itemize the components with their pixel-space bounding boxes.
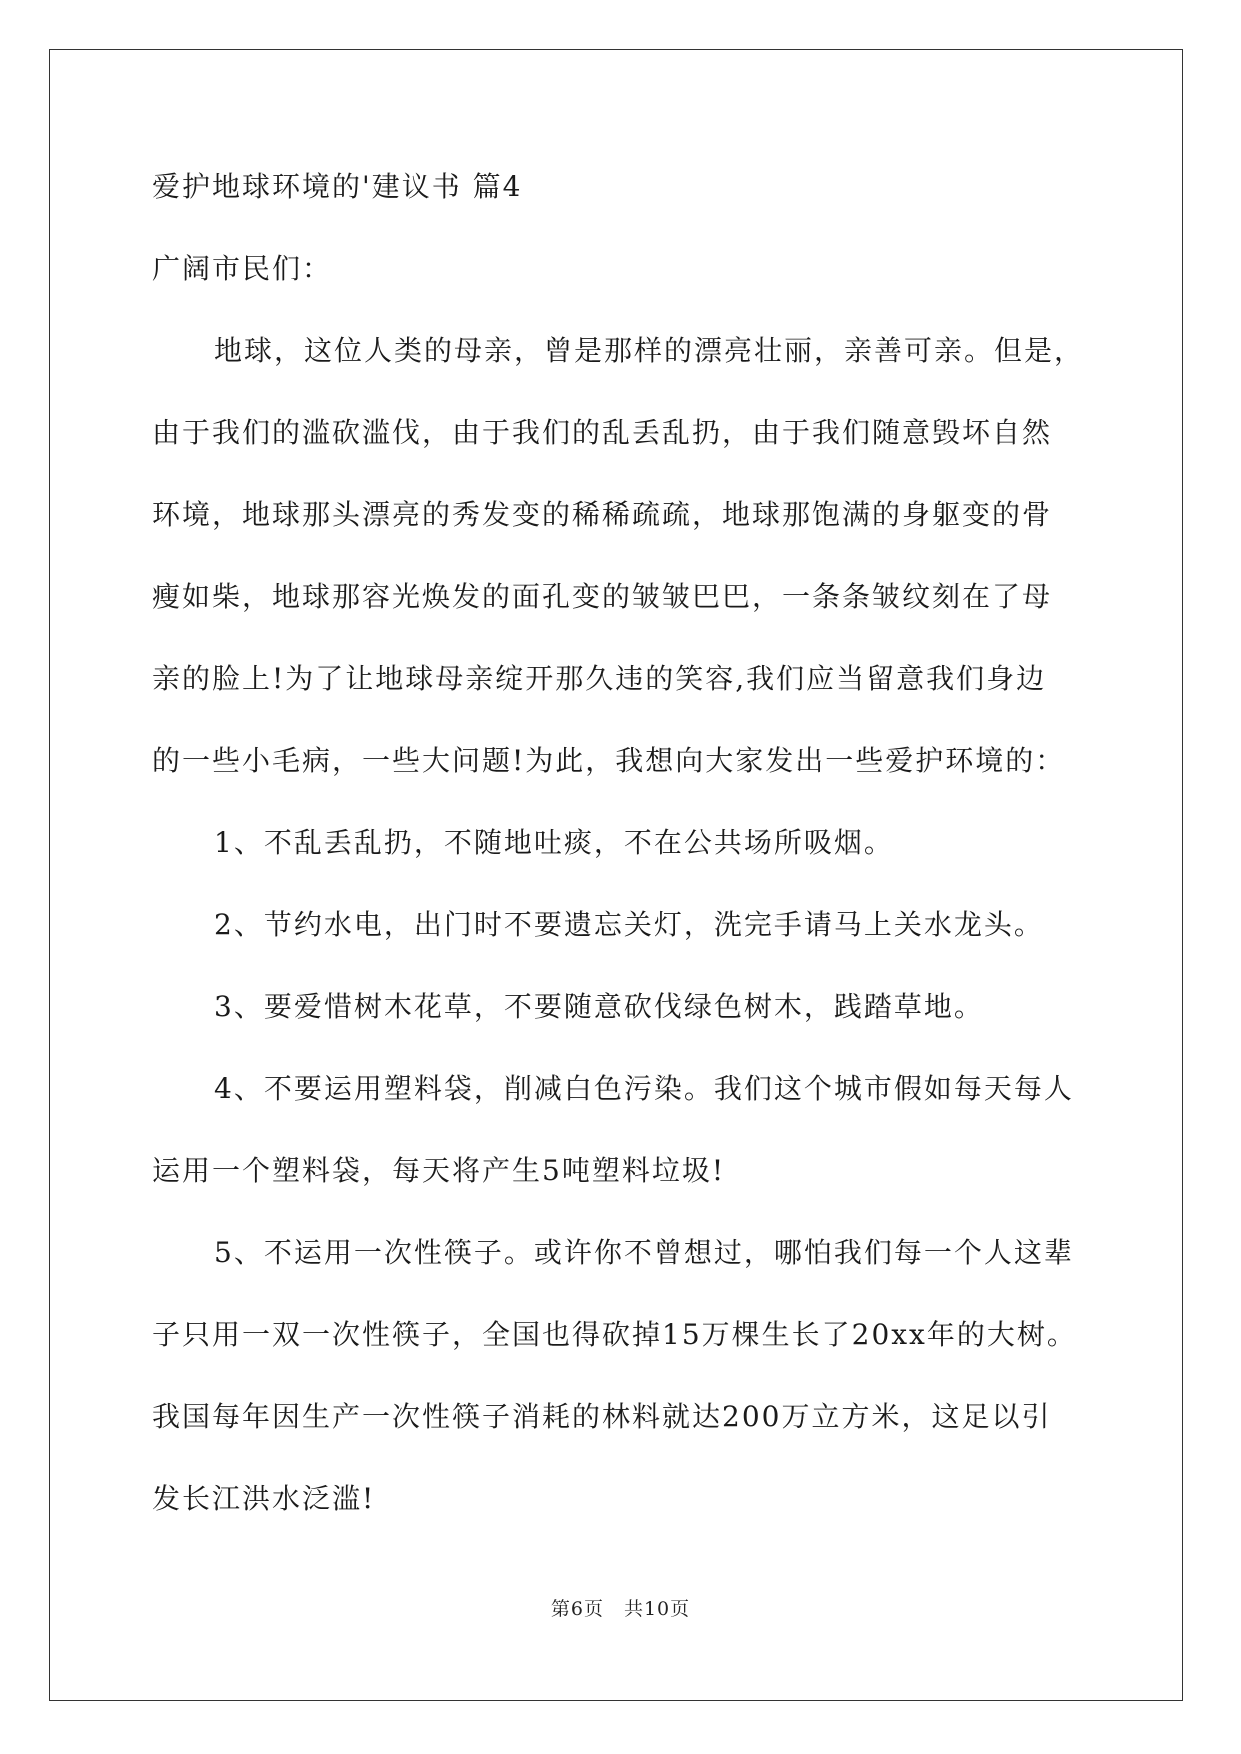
text-line: 2、节约水电，出门时不要遗忘关灯，洗完手请马上关水龙头。 (214, 908, 1044, 941)
page-number: 第6页 共10页 (550, 1598, 691, 1620)
text-line: 的一些小毛病，一些大问题!为此，我想向大家发出一些爱护环境的： (152, 744, 1066, 777)
text-line: 瘦如柴，地球那容光焕发的面孔变的皱皱巴巴，一条条皱纹刻在了母 (152, 580, 1053, 613)
text-line: 环境，地球那头漂亮的秀发变的稀稀疏疏，地球那饱满的身躯变的骨 (152, 498, 1053, 531)
text-line: 地球，这位人类的母亲，曾是那样的漂亮壮丽，亲善可亲。但是， (214, 334, 1085, 367)
text-line: 5、不运用一次性筷子。或许你不曾想过，哪怕我们每一个人这辈 (214, 1236, 1074, 1269)
text-line: 3、要爱惜树木花草，不要随意砍伐绿色树木，践踏草地。 (214, 990, 984, 1023)
salutation: 广阔市民们： (152, 252, 333, 285)
text-line: 4、不要运用塑料袋，削减白色污染。我们这个城市假如每天每人 (214, 1072, 1074, 1105)
text-line: 亲的脸上!为了让地球母亲绽开那久违的笑容,我们应当留意我们身边 (152, 662, 1047, 695)
document-title: 爱护地球环境的'建议书 篇4 (152, 170, 523, 203)
text-line: 子只用一双一次性筷子，全国也得砍掉15万棵生长了20xx年的大树。 (152, 1318, 1077, 1351)
text-line: 由于我们的滥砍滥伐，由于我们的乱丢乱扔，由于我们随意毁坏自然 (152, 416, 1053, 449)
text-line: 运用一个塑料袋，每天将产生5吨塑料垃圾! (152, 1154, 726, 1187)
paragraph-lines (152, 324, 1085, 1526)
document-body (152, 160, 1085, 1554)
text-line: 1、不乱丢乱扔，不随地吐痰，不在公共场所吸烟。 (214, 826, 894, 859)
text-line: 我国每年因生产一次性筷子消耗的林料就达200万立方米，这足以引 (152, 1400, 1052, 1433)
text-line: 发长江洪水泛滥! (152, 1482, 376, 1515)
